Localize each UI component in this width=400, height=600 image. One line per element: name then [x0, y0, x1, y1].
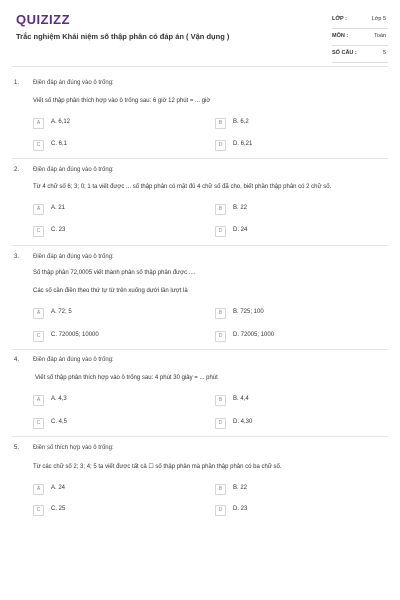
option-text: B. 22: [233, 485, 248, 491]
option-letter-box: A: [33, 204, 44, 215]
question-instruction: Điền đáp án đúng vào ô trống:: [33, 254, 114, 260]
option-text: C. 4,5: [51, 419, 68, 425]
question-1: [0, 80, 400, 160]
question-text: Viết số thập phân thích hợp vào ô trống sau: 6 giờ 12 phút = ... giờ: [33, 98, 211, 104]
option-letter-box: C: [33, 418, 44, 429]
option-letter-box: C: [33, 505, 44, 516]
question-4: [0, 357, 400, 437]
meta-subject-value: Toán: [374, 33, 386, 39]
question-text: Các số cần điền theo thứ tự từ trên xuống dưới lần lượt là: [33, 288, 188, 294]
question-instruction: Điền số thích hợp vào ô trống:: [33, 445, 114, 451]
option-letter-box: B: [215, 204, 226, 215]
quizizz-logo: QUIZIZZ: [16, 12, 71, 27]
question-number: 3.: [14, 254, 20, 260]
option-letter-box: C: [33, 226, 44, 237]
option-text: A. 21: [51, 205, 66, 211]
option-text: D. 4,30: [233, 419, 253, 425]
meta-class-value: Lớp 5: [371, 16, 386, 22]
meta-count-value: 5: [382, 50, 386, 56]
option-text: D. 6,21: [233, 141, 253, 147]
option-text: A. 72; 5: [51, 309, 72, 315]
meta-subject-row: [332, 29, 388, 46]
question-divider: [12, 349, 388, 350]
question-instruction: Điền đáp án đúng vào ô trống:: [33, 167, 114, 173]
option-letter-box: A: [33, 395, 44, 406]
option-letter-box: D: [215, 140, 226, 151]
meta-count-row: [332, 46, 388, 63]
meta-class-row: [332, 12, 388, 29]
option-text: B. 725; 100: [233, 309, 264, 315]
option-letter-box: C: [33, 331, 44, 342]
meta-subject-label: MÔN :: [332, 33, 349, 39]
option-text: A. 4,3: [51, 396, 67, 402]
option-letter-box: D: [215, 418, 226, 429]
question-number: 5.: [14, 445, 20, 451]
option-text: B. 22: [233, 205, 248, 211]
header-divider: [12, 66, 388, 67]
meta-class-label: LỚP :: [332, 16, 347, 22]
option-letter-box: A: [33, 118, 44, 129]
question-number: 1.: [14, 80, 20, 86]
question-instruction: Điền đáp án đúng vào ô trống:: [33, 80, 114, 86]
question-divider: [12, 436, 388, 437]
question-text: Số thập phân 72,0005 viết thành phân số thập phân được ....: [33, 270, 196, 276]
question-text: Từ các chữ số 2; 3; 4; 5 ta viết được tất cả ☐ số thập phân mà phần thập phân có ba chữ số.: [33, 464, 282, 470]
option-text: A. 6,12: [51, 119, 71, 125]
option-text: C. 720005; 10000: [51, 332, 99, 338]
option-text: B. 4,4: [233, 396, 249, 402]
option-letter-box: A: [33, 484, 44, 495]
quiz-title: Trắc nghiệm Khái niệm số thập phân có đáp án ( Vận dụng ): [16, 32, 230, 41]
option-letter-box: D: [215, 226, 226, 237]
option-letter-box: B: [215, 118, 226, 129]
question-text: Từ 4 chữ số 6; 3; 0; 1 ta viết được ... số thập phân có mặt đủ 4 chữ số đã cho, biết phần thập phân có 2 chữ số.: [33, 184, 332, 190]
option-text: D. 23: [233, 506, 248, 512]
option-letter-box: D: [215, 505, 226, 516]
question-5: [0, 445, 400, 525]
meta-count-label: SỐ CÂU :: [332, 50, 357, 56]
page-header: [0, 0, 400, 70]
option-letter-box: B: [215, 308, 226, 319]
question-3: [0, 254, 400, 350]
option-letter-box: D: [215, 331, 226, 342]
question-2: [0, 167, 400, 247]
option-text: D. 72005; 1000: [233, 332, 275, 338]
option-text: A. 24: [51, 485, 66, 491]
quiz-meta: [332, 12, 388, 63]
question-text: Viết số thập phân thích hợp vào ô trống sau: 4 phút 30 giây = ... phút: [35, 375, 218, 381]
option-letter-box: B: [215, 484, 226, 495]
question-number: 2.: [14, 167, 20, 173]
option-letter-box: C: [33, 140, 44, 151]
option-text: D. 24: [233, 227, 248, 233]
question-divider: [12, 245, 388, 246]
option-text: C. 25: [51, 506, 66, 512]
question-number: 4.: [14, 357, 20, 363]
option-text: B. 6,2: [233, 119, 249, 125]
option-text: C. 6,1: [51, 141, 68, 147]
option-letter-box: A: [33, 308, 44, 319]
question-instruction: Điền đáp án đúng vào ô trống:: [33, 357, 114, 363]
option-text: C. 23: [51, 227, 66, 233]
option-letter-box: B: [215, 395, 226, 406]
question-divider: [12, 158, 388, 159]
